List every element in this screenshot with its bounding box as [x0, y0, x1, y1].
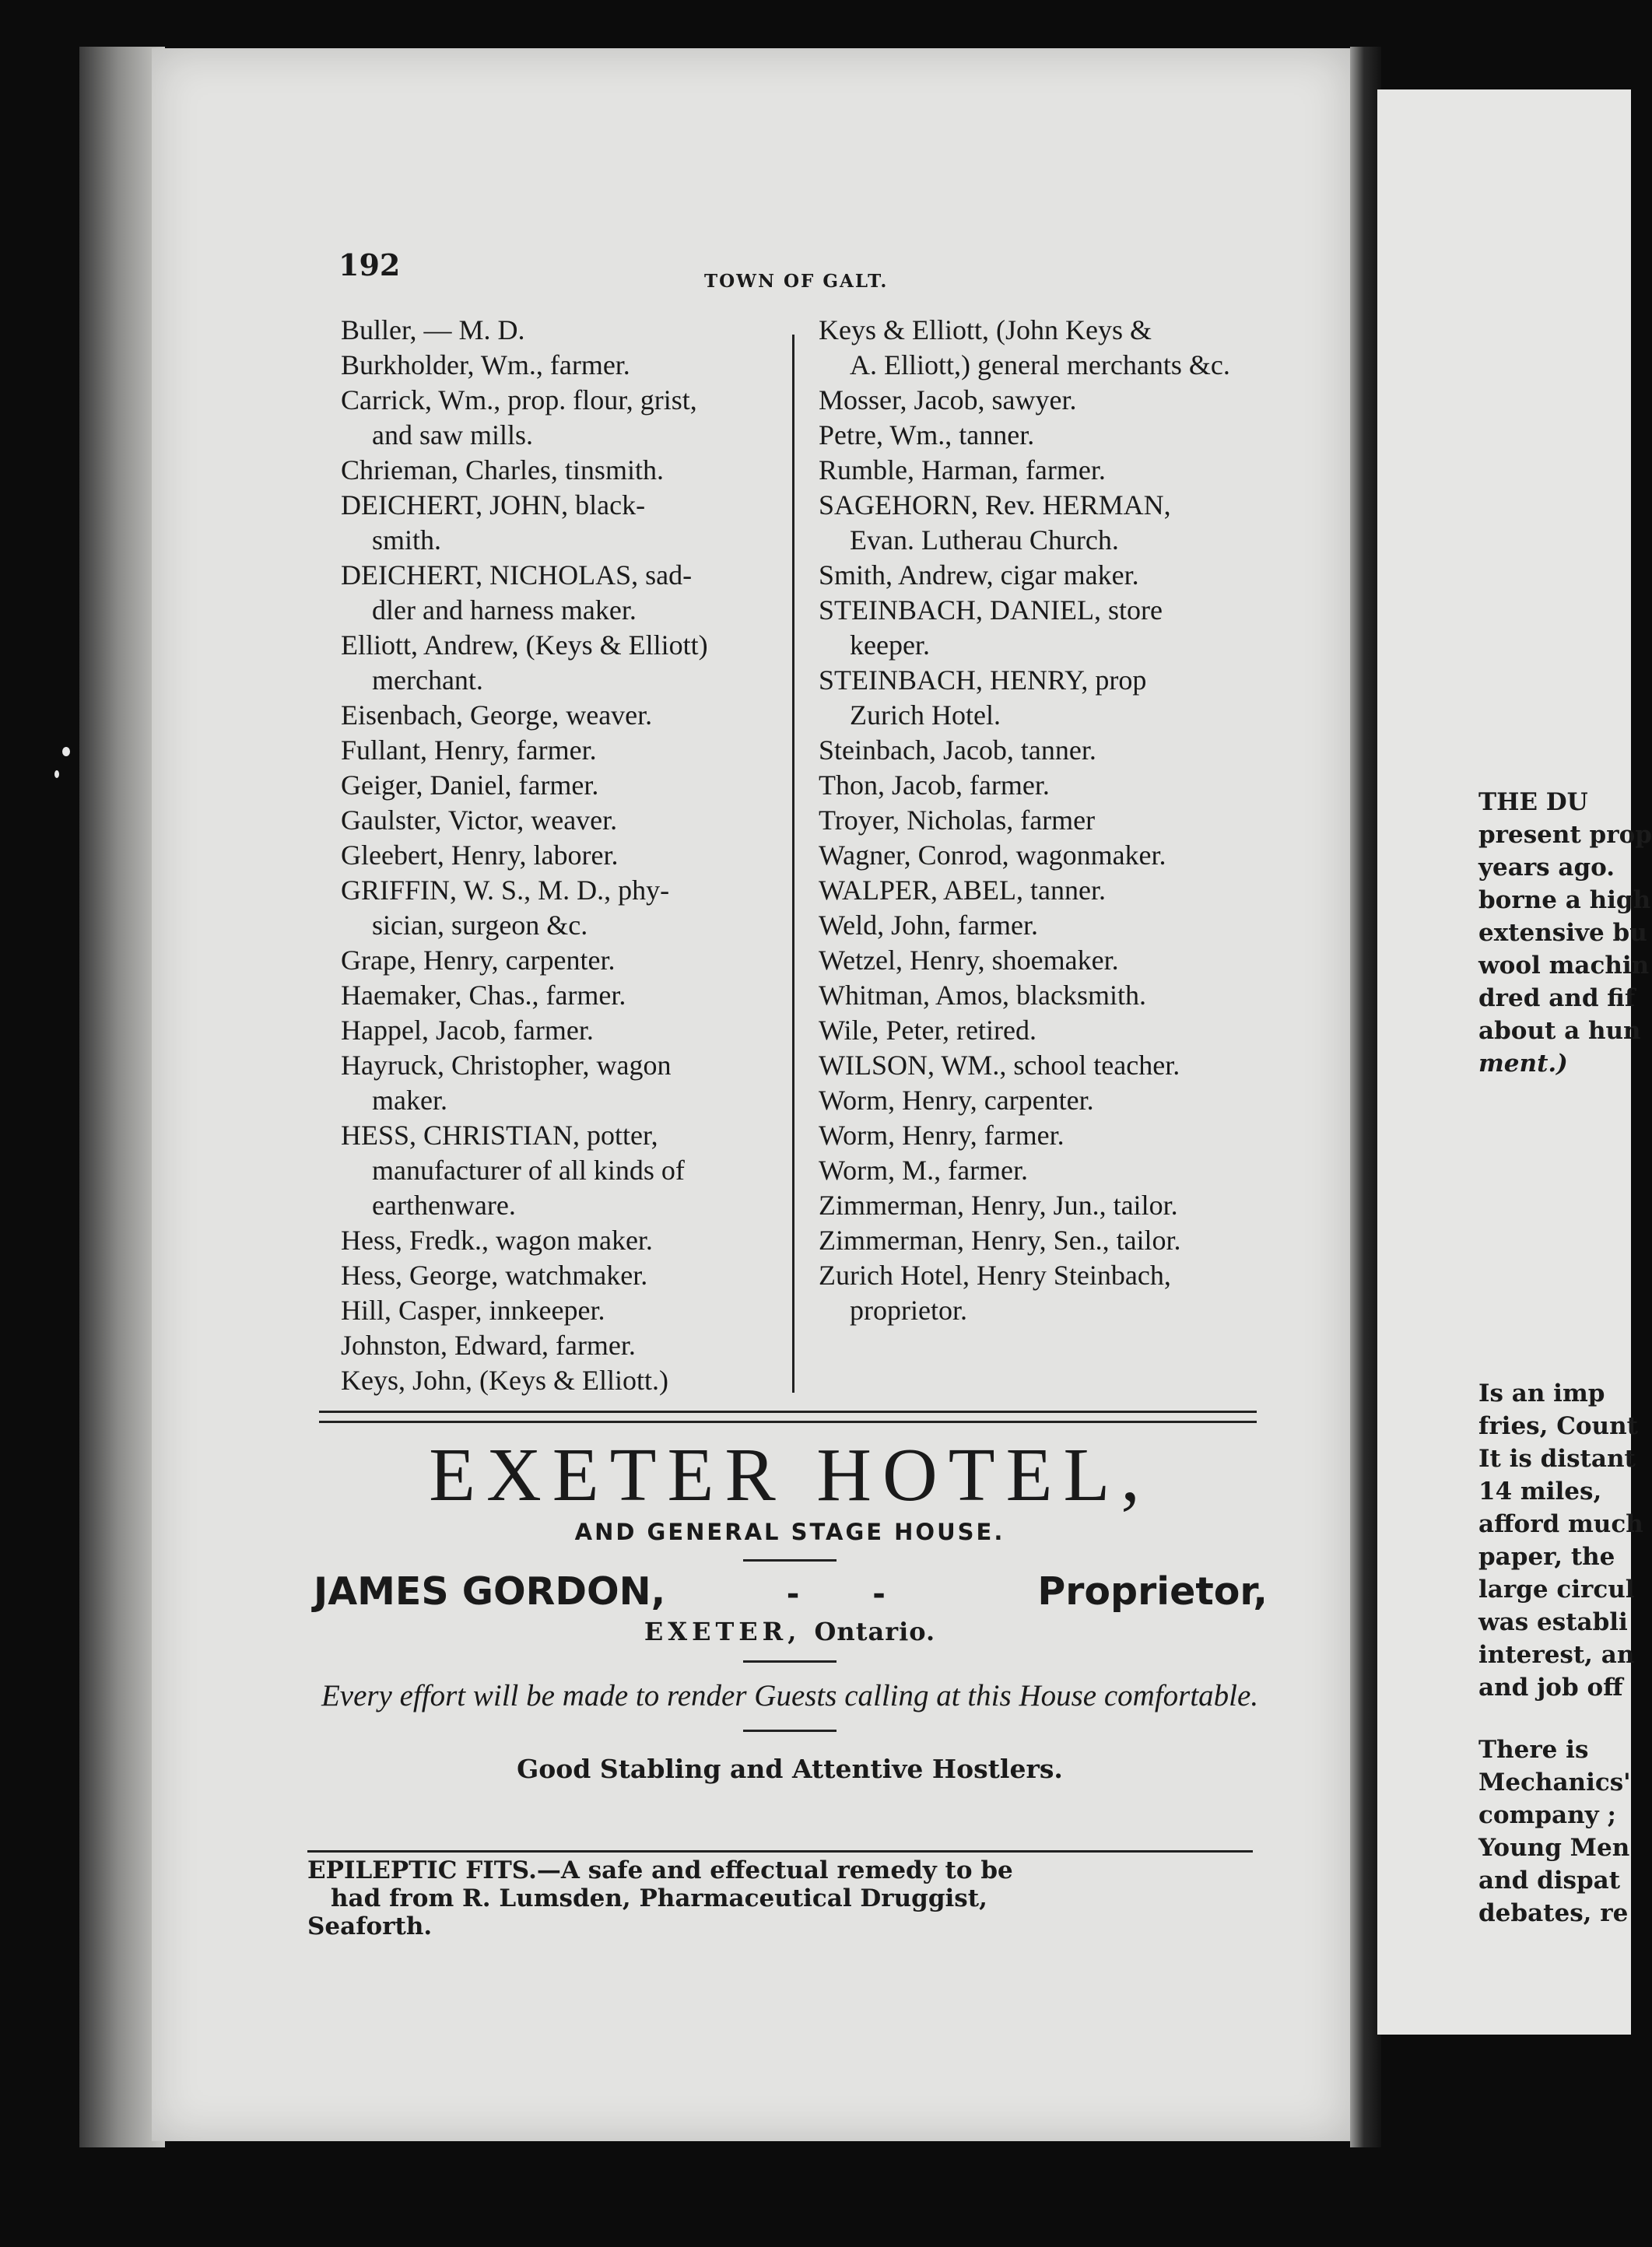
directory-entry [341, 1118, 788, 1223]
directory-entry [341, 1223, 788, 1258]
directory-entry [819, 1083, 1278, 1118]
facing-page-block-b [1478, 1377, 1643, 1704]
facing-page-line: company ; [1478, 1801, 1616, 1829]
entry-continuation: and saw mills. [372, 419, 533, 450]
ad-proprietor-name: JAMES GORDON, [314, 1569, 666, 1614]
directory-entry [341, 803, 788, 838]
directory-entry [341, 873, 788, 943]
entry-text: Steinbach, Jacob, tanner. [819, 734, 1096, 766]
directory-entry [819, 1048, 1278, 1083]
directory-entry [819, 1118, 1278, 1153]
ad-divider-2 [743, 1660, 837, 1663]
entry-text: Eisenbach, George, weaver. [341, 699, 653, 731]
directory-entry [819, 488, 1278, 558]
facing-page-block-c [1478, 1733, 1631, 1930]
entry-text: Burkholder, Wm., farmer. [341, 349, 630, 380]
directory-entry [341, 1048, 788, 1118]
entry-text: Hayruck, Christopher, wagon [341, 1050, 672, 1081]
facing-page-line: Is an imp [1478, 1379, 1605, 1407]
directory-entry [341, 488, 788, 558]
entry-text: Worm, Henry, farmer. [819, 1120, 1065, 1151]
entry-text: Rumble, Harman, farmer. [819, 454, 1106, 486]
notice-line-1: EPILEPTIC FITS.—A safe and effectual remedy to be [307, 1856, 1013, 1884]
entry-text: Elliott, Andrew, (Keys & Elliott) [341, 629, 708, 661]
directory-entry [341, 313, 788, 348]
entry-continuation: maker. [372, 1085, 447, 1116]
directory-entry [341, 1328, 788, 1363]
entry-text: Thon, Jacob, farmer. [819, 769, 1050, 801]
entry-text: Fullant, Henry, farmer. [341, 734, 597, 766]
ad-proprietor-row [307, 1569, 1272, 1614]
directory-entry [819, 1013, 1278, 1048]
entry-text: DEICHERT, JOHN, black- [341, 489, 646, 521]
facing-page-line: fries, Count [1478, 1412, 1638, 1440]
directory-entry [819, 558, 1278, 593]
facing-page-line: There is [1478, 1736, 1589, 1764]
notice-line-3: Seaforth. [307, 1912, 433, 1940]
ad-province: Ontario. [814, 1617, 936, 1646]
directory-entry [819, 873, 1278, 908]
facing-page-line: and dispat [1478, 1867, 1621, 1895]
facing-page-line: present prop [1478, 821, 1652, 849]
entry-text: Hill, Casper, innkeeper. [341, 1295, 605, 1326]
entry-continuation: smith. [372, 524, 442, 556]
directory-entry [819, 943, 1278, 978]
entry-continuation: sician, surgeon &c. [372, 910, 588, 941]
page-header [338, 247, 961, 294]
entry-text: Worm, M., farmer. [819, 1155, 1029, 1186]
entry-text: STEINBACH, HENRY, prop [819, 664, 1147, 696]
directory-entry [341, 978, 788, 1013]
notice-line-2: had from R. Lumsden, Pharmaceutical Druggist, [331, 1884, 987, 1912]
directory-entry [341, 733, 788, 768]
entry-text: GRIFFIN, W. S., M. D., phy- [341, 875, 670, 906]
entry-text: Gleebert, Henry, laborer. [341, 840, 619, 871]
notice-rule [307, 1850, 1253, 1853]
entry-continuation: Evan. Lutherau Church. [850, 524, 1119, 556]
directory-entry [819, 768, 1278, 803]
ad-proprietor-label: Proprietor, [1037, 1569, 1268, 1614]
facing-page-line: borne a high [1478, 886, 1651, 914]
entry-text: Happel, Jacob, farmer. [341, 1015, 594, 1046]
entry-text: WALPER, ABEL, tanner. [819, 875, 1106, 906]
facing-page-line: was establi [1478, 1608, 1628, 1636]
entry-text: Zurich Hotel, Henry Steinbach, [819, 1260, 1171, 1291]
facing-page-line: debates, re [1478, 1899, 1629, 1927]
entry-text: Weld, John, farmer. [819, 910, 1039, 941]
directory-entry [341, 1013, 788, 1048]
directory-entry [341, 1363, 788, 1398]
column-divider [792, 335, 794, 1393]
facing-page-line: and job off [1478, 1674, 1623, 1702]
directory-entry [819, 453, 1278, 488]
facing-page-line: ment.) [1478, 1050, 1568, 1078]
facing-page-block-a [1478, 786, 1652, 1080]
directory-entry [341, 768, 788, 803]
entry-text: Hess, Fredk., wagon maker. [341, 1225, 653, 1256]
directory-entry [819, 1258, 1278, 1328]
entry-text: Whitman, Amos, blacksmith. [819, 980, 1146, 1011]
directory-entry [341, 698, 788, 733]
directory-entry [819, 313, 1278, 383]
entry-text: Wagner, Conrod, wagonmaker. [819, 840, 1166, 871]
entry-text: Hess, George, watchmaker. [341, 1260, 648, 1291]
ad-location [307, 1617, 1272, 1646]
entry-continuation: Zurich Hotel. [850, 699, 1001, 731]
entry-continuation: keeper. [850, 629, 930, 661]
facing-page-line: interest, an [1478, 1641, 1635, 1669]
hotel-advertisement [307, 1432, 1272, 1784]
entry-text: Worm, Henry, carpenter. [819, 1085, 1094, 1116]
directory-entry [819, 418, 1278, 453]
film-speck [62, 747, 70, 756]
directory-entry [341, 383, 788, 453]
entry-continuation: dler and harness maker. [372, 594, 637, 626]
ad-divider-3 [743, 1730, 837, 1732]
entry-text: Troyer, Nicholas, farmer [819, 805, 1096, 836]
entry-text: Keys, John, (Keys & Elliott.) [341, 1365, 668, 1396]
entry-text: Johnston, Edward, farmer. [341, 1330, 636, 1361]
facing-page-line: Young Men [1478, 1834, 1630, 1862]
entry-text: Zimmerman, Henry, Jun., tailor. [819, 1190, 1178, 1221]
directory-entry [341, 453, 788, 488]
directory-entry [819, 803, 1278, 838]
facing-page-line: dred and fif [1478, 984, 1636, 1012]
directory-entry [341, 943, 788, 978]
entry-text: Haemaker, Chas., farmer. [341, 980, 626, 1011]
entry-text: Buller, — M. D. [341, 314, 525, 345]
entry-text: Geiger, Daniel, farmer. [341, 769, 599, 801]
facing-page-line: Mechanics' [1478, 1769, 1631, 1797]
ad-rule-top [319, 1411, 1257, 1413]
entry-text: Zimmerman, Henry, Sen., tailor. [819, 1225, 1181, 1256]
directory-entry [819, 1153, 1278, 1188]
entry-text: WILSON, WM., school teacher. [819, 1050, 1180, 1081]
ad-note: Every effort will be made to render Guests calling at this House comfortable. [321, 1679, 1259, 1712]
directory-entry [819, 978, 1278, 1013]
entry-text: Grape, Henry, carpenter. [341, 945, 616, 976]
directory-entry [341, 628, 788, 698]
entry-text: Petre, Wm., tanner. [819, 419, 1035, 450]
directory-entry [819, 383, 1278, 418]
entry-continuation: proprietor. [850, 1295, 967, 1326]
entry-text: Wile, Peter, retired. [819, 1015, 1036, 1046]
entry-continuation: A. Elliott,) general merchants &c. [850, 349, 1230, 380]
directory-entry [819, 838, 1278, 873]
film-speck [54, 770, 59, 778]
entry-text: Smith, Andrew, cigar maker. [819, 559, 1139, 591]
ad-divider [743, 1559, 837, 1562]
entry-text: STEINBACH, DANIEL, store [819, 594, 1163, 626]
entry-text: SAGEHORN, Rev. HERMAN, [819, 489, 1171, 521]
directory-column-right [819, 313, 1278, 1328]
entry-text: Chrieman, Charles, tinsmith. [341, 454, 664, 486]
entry-text: Gaulster, Victor, weaver. [341, 805, 618, 836]
directory-entry [819, 733, 1278, 768]
epilepsy-notice [307, 1856, 1249, 1940]
directory-entry [341, 558, 788, 628]
entry-text: Mosser, Jacob, sawyer. [819, 384, 1077, 415]
entry-continuation: merchant. [372, 664, 483, 696]
facing-page-line: extensive bu [1478, 919, 1647, 947]
ad-stabling: Good Stabling and Attentive Hostlers. [517, 1754, 1063, 1784]
entry-text: HESS, CHRISTIAN, potter, [341, 1120, 658, 1151]
facing-page-line: afford much [1478, 1510, 1643, 1538]
ad-subtitle: AND GENERAL STAGE HOUSE. [574, 1519, 1005, 1545]
directory-entry [819, 1188, 1278, 1223]
facing-page-line: years ago. [1478, 854, 1615, 882]
facing-page-line: wool machin [1478, 952, 1650, 980]
directory-column-left [341, 313, 788, 1398]
entry-text: DEICHERT, NICHOLAS, sad- [341, 559, 693, 591]
book-gutter [1350, 47, 1381, 2147]
entry-text: Wetzel, Henry, shoemaker. [819, 945, 1119, 976]
facing-page-line: 14 miles, [1478, 1478, 1602, 1506]
facing-page-line: large circul [1478, 1576, 1635, 1604]
directory-entry [341, 1293, 788, 1328]
directory-entry [341, 1258, 788, 1293]
page-number: 192 [338, 247, 401, 282]
directory-entry [819, 1223, 1278, 1258]
ad-rule-bottom [319, 1421, 1257, 1423]
entry-continuation: manufacturer of all kinds of earthenware. [372, 1155, 685, 1221]
entry-text: Carrick, Wm., prop. flour, grist, [341, 384, 697, 415]
running-title: TOWN OF GALT. [704, 271, 889, 292]
directory-entry [819, 593, 1278, 663]
facing-page-line: about a hun [1478, 1017, 1641, 1045]
facing-page-line: THE DU [1478, 788, 1588, 816]
directory-entry [341, 838, 788, 873]
directory-entry [819, 908, 1278, 943]
facing-page-line: It is distant [1478, 1445, 1636, 1473]
ad-title: EXETER HOTEL, [429, 1433, 1151, 1517]
entry-text: Keys & Elliott, (John Keys & [819, 314, 1152, 345]
directory-entry [341, 348, 788, 383]
ad-dashes: - - [786, 1576, 917, 1612]
directory-entry [819, 663, 1278, 733]
facing-page-line: paper, the [1478, 1543, 1615, 1571]
ad-town: EXETER, [644, 1617, 801, 1646]
